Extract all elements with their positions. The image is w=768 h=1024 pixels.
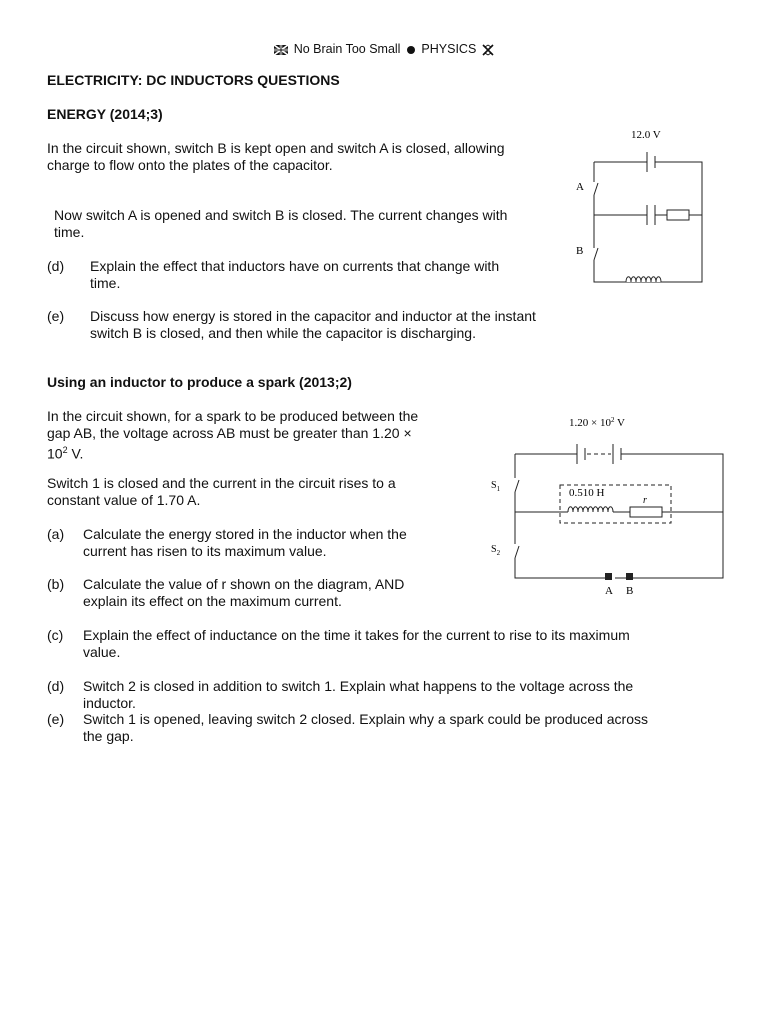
question-label: (b) bbox=[47, 576, 65, 592]
text-line: Discuss how energy is stored in the capacitor and inductor at the instant bbox=[90, 308, 536, 324]
superscript: 2 bbox=[62, 445, 68, 455]
switch-s2 bbox=[515, 546, 519, 558]
text-line: Now switch A is opened and switch B is closed. The current changes with bbox=[54, 207, 508, 223]
text-line: charge to flow onto the plates of the capacitor. bbox=[47, 157, 333, 173]
fern-icon bbox=[482, 44, 494, 56]
text-line: Calculate the energy stored in the inductor when the bbox=[83, 526, 407, 542]
text-line: switch B is closed, and then while the capacitor is discharging. bbox=[90, 325, 476, 341]
inductance-label: 0.510 H bbox=[569, 487, 605, 499]
question-text bbox=[83, 627, 630, 661]
question-label: (d) bbox=[47, 678, 65, 694]
inductor-coil bbox=[568, 507, 613, 512]
circuit-diagram-spark-gap bbox=[485, 408, 730, 598]
switch-b bbox=[594, 248, 598, 260]
text-line: Switch 1 is opened, leaving switch 2 closed. Explain why a spark could be produced across bbox=[83, 711, 648, 727]
switch-s1 bbox=[515, 480, 519, 492]
inductor-coil bbox=[626, 277, 661, 282]
text-line: constant value of 1.70 A. bbox=[47, 492, 201, 508]
page-header bbox=[0, 42, 768, 56]
text-line: In the circuit shown, switch B is kept open and switch A is closed, allowing bbox=[47, 140, 505, 156]
header-site-name: No Brain Too Small bbox=[293, 42, 401, 56]
question-text bbox=[83, 576, 404, 610]
bullet-icon bbox=[407, 46, 415, 54]
text-run: V. bbox=[67, 445, 84, 462]
question-text bbox=[83, 711, 648, 745]
text-line: Explain the effect that inductors have on currents that change with bbox=[90, 258, 500, 274]
text-line: the gap. bbox=[83, 728, 134, 744]
section1-heading: ENERGY (2014;3) bbox=[47, 106, 163, 122]
voltage-unit: V bbox=[614, 417, 625, 429]
header-subject: PHYSICS bbox=[421, 42, 477, 56]
question-label: (e) bbox=[47, 308, 65, 324]
text-line bbox=[47, 442, 418, 463]
text-line: explain its effect on the maximum current. bbox=[83, 593, 342, 609]
text-line: In the circuit shown, for a spark to be produced between the bbox=[47, 408, 419, 424]
resistor bbox=[667, 210, 689, 220]
text-line: Explain the effect of inductance on the time it takes for the current to rise to its maximum bbox=[83, 627, 630, 643]
s2-text: S bbox=[491, 544, 497, 555]
switch-s1-label bbox=[491, 480, 501, 493]
question-label: (c) bbox=[47, 627, 64, 643]
switch-a-label: A bbox=[576, 181, 584, 193]
text-run: 10 bbox=[47, 445, 63, 462]
gap-terminal-b bbox=[626, 573, 633, 580]
text-line: value. bbox=[83, 644, 121, 660]
s1-subscript: 1 bbox=[496, 485, 501, 493]
gap-b-label: B bbox=[626, 585, 634, 597]
text-line: gap AB, the voltage across AB must be greater than 1.20 × bbox=[47, 425, 412, 441]
voltage-exponent: 2 bbox=[610, 416, 615, 424]
resistor-label: r bbox=[643, 495, 647, 506]
resistor-r bbox=[630, 507, 662, 517]
text-line: Calculate the value of r shown on the diagram, AND bbox=[83, 576, 405, 592]
flag-icon bbox=[274, 45, 288, 55]
switch-s2-label bbox=[491, 544, 501, 557]
section2-intro bbox=[47, 408, 418, 463]
text-line: time. bbox=[90, 275, 121, 291]
question-label: (d) bbox=[47, 258, 65, 274]
gap-terminal-a bbox=[605, 573, 612, 580]
question-text bbox=[83, 678, 633, 712]
section1-second bbox=[54, 207, 507, 241]
question-label: (e) bbox=[47, 711, 65, 727]
switch-a bbox=[594, 183, 598, 195]
battery-voltage-label bbox=[569, 416, 625, 429]
text-line: time. bbox=[54, 224, 85, 240]
gap-a-label: A bbox=[605, 585, 613, 597]
question-text bbox=[90, 308, 536, 342]
section1-intro bbox=[47, 140, 505, 174]
page-title: ELECTRICITY: DC INDUCTORS QUESTIONS bbox=[47, 72, 340, 88]
text-line: inductor. bbox=[83, 695, 136, 711]
circuit-diagram-capacitor-inductor bbox=[560, 120, 720, 295]
text-line: Switch 2 is closed in addition to switch 1. Explain what happens to the voltage across the bbox=[83, 678, 634, 694]
s2-subscript: 2 bbox=[496, 549, 501, 557]
section2-heading: Using an inductor to produce a spark (2013;2) bbox=[47, 374, 352, 390]
s1-text: S bbox=[491, 480, 497, 491]
battery-voltage-label: 12.0 V bbox=[631, 129, 661, 141]
question-text bbox=[83, 526, 407, 560]
question-label: (a) bbox=[47, 526, 65, 542]
text-line: current has risen to its maximum value. bbox=[83, 543, 327, 559]
voltage-text: 1.20 × 10 bbox=[569, 417, 611, 429]
switch-b-label: B bbox=[576, 245, 584, 257]
text-line: Switch 1 is closed and the current in the circuit rises to a bbox=[47, 475, 396, 491]
section2-switch-text bbox=[47, 475, 396, 509]
question-text bbox=[90, 258, 499, 292]
